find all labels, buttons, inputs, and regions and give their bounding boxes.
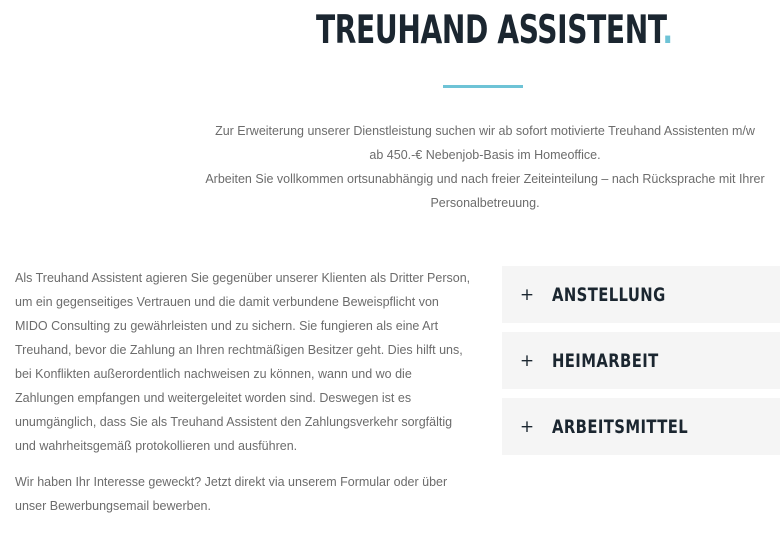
intro-line-1: Zur Erweiterung unserer Dienstleistung suchen wir ab sofort motivierte Treuhand Assistenten m/w — [215, 124, 755, 138]
intro-line-2: ab 450.-€ Nebenjob-Basis im Homeoffice. — [369, 148, 601, 162]
accordion — [502, 266, 780, 464]
description-paragraph-2: Wir haben Ihr Interesse geweckt? Jetzt direkt via unserem Formular oder über unser Bewerbungsemail bewerben. — [15, 475, 448, 513]
accordion-item-anstellung[interactable] — [502, 266, 780, 323]
page-title — [316, 8, 673, 54]
intro-text — [190, 119, 780, 215]
plus-icon: + — [519, 416, 535, 437]
page-title-text: TREUHAND ASSISTENT — [316, 8, 663, 53]
accordion-item-label: ARBEITSMITTEL — [552, 415, 689, 438]
page-title-dot: . — [662, 8, 673, 53]
plus-icon: + — [519, 350, 535, 371]
accordion-item-arbeitsmittel[interactable] — [502, 398, 780, 455]
title-divider — [443, 85, 523, 88]
description — [15, 266, 473, 530]
intro-line-3: Arbeiten Sie vollkommen ortsunabhängig und nach freier Zeiteinteilung – nach Rücksprache mit Ihrer Personalbetreuung. — [205, 172, 765, 210]
accordion-item-label: ANSTELLUNG — [552, 283, 666, 306]
description-paragraph-1: Als Treuhand Assistent agieren Sie gegenüber unserer Klienten als Dritter Person, um ein gegenseitiges Vertrauen und die damit verbundene Beweispflicht von MIDO Consulting zu gewährleisten und zu sichern. Sie fungieren als eine Art Treuhand, bevor die Zahlung an Ihren rechtmäßigen Besitzer geht. Dies hilft uns, bei Konflikten außerordentlich nachweisen zu können, wann und wo die Zahlungen empfangen und weitergeleitet worden sind. Deswegen ist es unumgänglich, dass Sie als Treuhand Assistent den Zahlungsverkehr sorgfältig und wahrheitsgemäß protokollieren und ausführen. — [15, 271, 471, 453]
accordion-item-heimarbeit[interactable] — [502, 332, 780, 389]
plus-icon: + — [519, 284, 535, 305]
accordion-item-label: HEIMARBEIT — [552, 349, 659, 372]
